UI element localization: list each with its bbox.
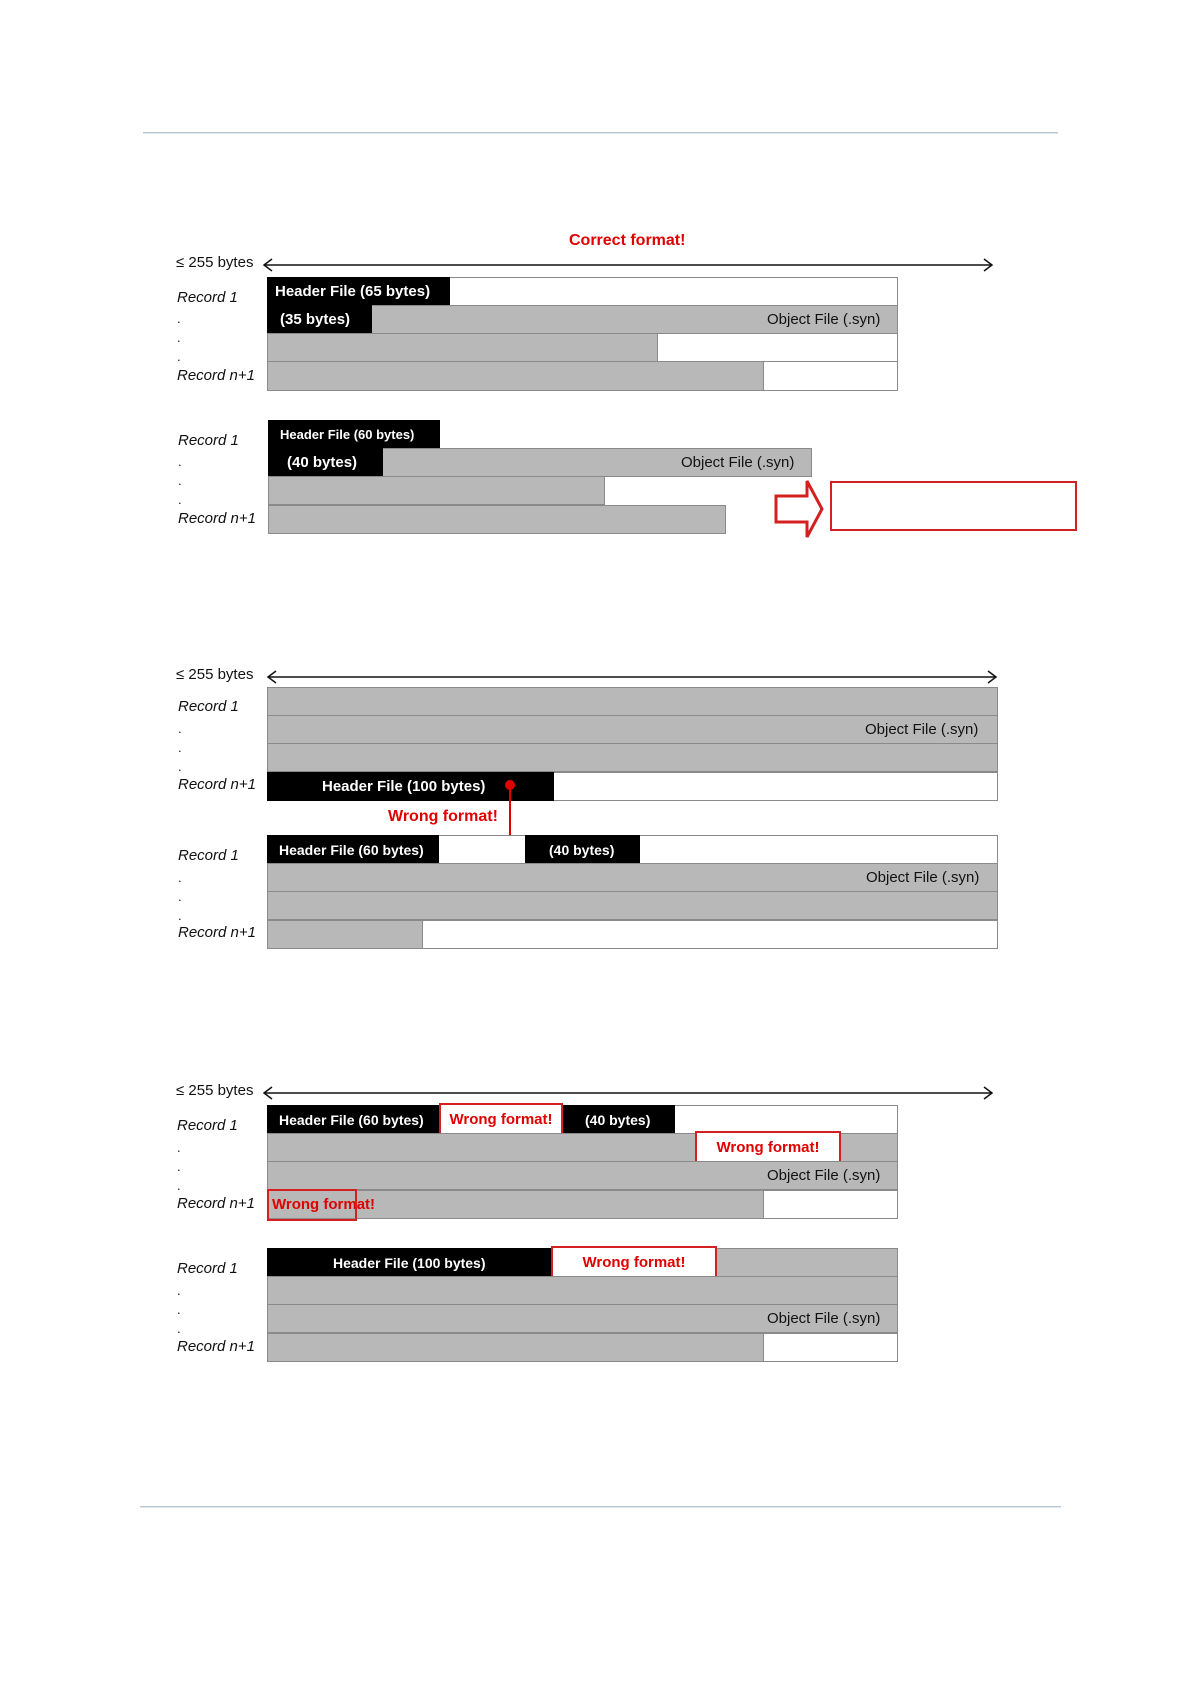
object-fill (268, 334, 658, 361)
record-n1-label: Record n+1 (177, 367, 255, 384)
object-fill (268, 744, 997, 771)
record-n1-label: Record n+1 (178, 776, 256, 793)
record-1-label: Record 1 (178, 847, 239, 864)
object-file-label: Object File (.syn) (866, 869, 980, 886)
ellipsis-dot: . (177, 311, 181, 326)
bottom-rule (140, 1506, 1061, 1508)
bytes-limit-label: ≤ 255 bytes (176, 1082, 254, 1099)
object-fill (268, 1334, 764, 1361)
header-file-block: Header File (60 bytes) (267, 835, 439, 864)
ellipsis-dot: . (178, 908, 182, 923)
top-rule (143, 132, 1058, 134)
ellipsis-dot: . (177, 1159, 181, 1174)
ellipsis-dot: . (177, 1178, 181, 1193)
ellipsis-dot: . (178, 740, 182, 755)
ellipsis-dot: . (177, 330, 181, 345)
ellipsis-dot: . (178, 759, 182, 774)
object-fill (268, 921, 423, 948)
ellipsis-dot: . (178, 454, 182, 469)
ellipsis-dot: . (178, 473, 182, 488)
record-n1-label: Record n+1 (178, 924, 256, 941)
ellipsis-dot: . (177, 349, 181, 364)
object-file-label: Object File (.syn) (767, 1310, 881, 1327)
record-n1-label: Record n+1 (178, 510, 256, 527)
wrong-format-box: Wrong format! (551, 1246, 717, 1278)
ellipsis-dot: . (178, 870, 182, 885)
width-arrow (262, 258, 994, 272)
continuation-block: (40 bytes) (560, 1105, 675, 1134)
object-file-label: Object File (.syn) (767, 1167, 881, 1184)
header-file-block: Header File (100 bytes) (267, 1248, 554, 1277)
record-1-label: Record 1 (177, 1117, 238, 1134)
wrong-format-box: Wrong format! (439, 1103, 563, 1135)
object-file-label: Object File (.syn) (767, 311, 881, 328)
record-n1-label: Record n+1 (177, 1338, 255, 1355)
ellipsis-dot: . (178, 889, 182, 904)
wrong-format-box: Wrong format! (695, 1131, 841, 1163)
header-file-block: Header File (60 bytes) (268, 420, 440, 448)
record-1-label: Record 1 (178, 432, 239, 449)
bytes-limit-label: ≤ 255 bytes (176, 254, 254, 271)
object-fill (269, 477, 604, 504)
object-fill (268, 362, 764, 390)
ellipsis-dot: . (177, 1302, 181, 1317)
ellipsis-dot: . (177, 1283, 181, 1298)
continuation-block: (40 bytes) (525, 835, 640, 864)
object-file-label: Object File (.syn) (681, 454, 795, 471)
header-file-block: Header File (60 bytes) (267, 1105, 439, 1134)
record-1-label: Record 1 (177, 1260, 238, 1277)
wrong-format-text: Wrong format! (388, 808, 498, 825)
object-fill (268, 892, 997, 919)
object-fill (268, 1277, 897, 1304)
wrong-format-box (267, 1189, 357, 1221)
continuation-block: (35 bytes) (267, 305, 372, 334)
width-arrow (266, 670, 998, 684)
header-file-block: Header File (65 bytes) (267, 277, 450, 306)
ellipsis-dot: . (177, 1140, 181, 1155)
header-file-block: Header File (100 bytes) (267, 772, 554, 801)
record-1-label: Record 1 (178, 698, 239, 715)
right-arrow-icon (774, 478, 824, 540)
record-1-label: Record 1 (177, 289, 238, 306)
empty-result-box (830, 481, 1077, 531)
bytes-limit-label: ≤ 255 bytes (176, 666, 254, 683)
width-arrow (262, 1086, 994, 1100)
record-n1-label: Record n+1 (177, 1195, 255, 1212)
ellipsis-dot: . (178, 492, 182, 507)
wrong-format-text: Wrong format! (272, 1196, 376, 1213)
correct-format-title: Correct format! (569, 232, 686, 249)
object-fill (268, 688, 997, 715)
ellipsis-dot: . (178, 721, 182, 736)
object-fill (269, 506, 725, 533)
continuation-block: (40 bytes) (268, 448, 383, 477)
ellipsis-dot: . (177, 1321, 181, 1336)
object-file-label: Object File (.syn) (865, 721, 979, 738)
